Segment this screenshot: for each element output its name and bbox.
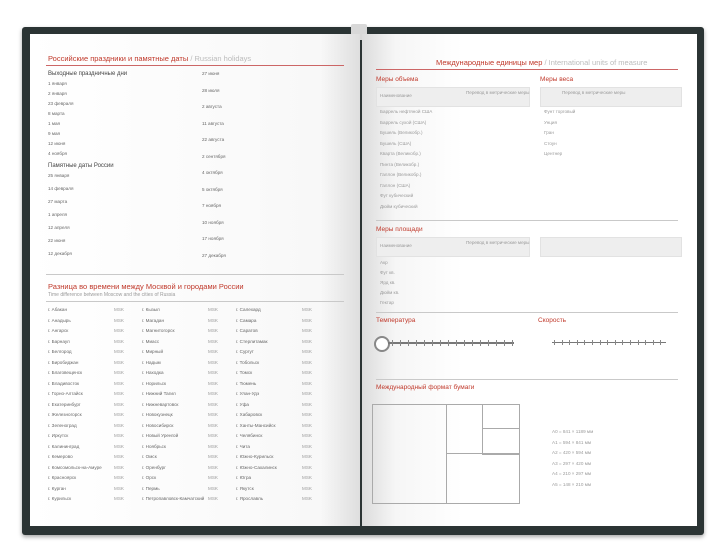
scale-tick (562, 340, 563, 345)
scale-tick (512, 340, 513, 346)
msk-label: MSK (114, 307, 124, 312)
msk-label: MSK (302, 391, 312, 396)
city-name: г. Магнитогорск (142, 328, 175, 333)
weight-unit: Гран (544, 130, 554, 135)
msk-label: MSK (302, 307, 312, 312)
msk-label: MSK (208, 380, 218, 386)
msk-label: MSK (302, 328, 312, 333)
scale-tick (416, 340, 417, 346)
divider (46, 301, 344, 302)
city-name: г. Пермь (142, 485, 160, 491)
city-name: г. Тобольск (236, 359, 260, 365)
area-unit: Акр (380, 260, 388, 265)
holiday-date: 10 ноября (202, 219, 224, 225)
city-name: г. Челябинск (236, 433, 263, 438)
msk-label: MSK (302, 412, 312, 417)
scale-tick (472, 340, 473, 346)
msk-label: MSK (302, 380, 312, 386)
scale-tick (504, 340, 505, 346)
msk-label: MSK (114, 496, 124, 501)
scale-tick (630, 340, 631, 345)
speed-heading: Скорость (538, 317, 567, 324)
city-name: г. Мирный (142, 349, 164, 354)
scale-tick (622, 340, 623, 345)
msk-label: MSK (208, 496, 218, 501)
msk-label: MSK (114, 317, 124, 323)
holiday-date: 8 марта (48, 111, 65, 116)
msk-label: MSK (302, 370, 312, 375)
area-unit: Фут кв. (380, 270, 395, 275)
city-name: г. Магадан (142, 317, 165, 323)
area-heading: Меры площади (376, 226, 423, 233)
paper-size: А3 = 297 × 420 мм (552, 460, 592, 466)
holiday-date: 1 января (48, 81, 67, 86)
city-name: г. Владивосток (48, 380, 80, 386)
volume-unit: Пинта (Великобр.) (380, 161, 420, 167)
weight-unit: Стоун (544, 140, 557, 146)
holiday-date: 12 июня (48, 141, 66, 146)
city-name: г. Горно-Алтайск (48, 391, 83, 396)
holiday-date: 28 июля (202, 87, 220, 93)
holiday-date: 4 ноября (48, 151, 68, 156)
msk-label: MSK (114, 464, 124, 470)
scale-tick (577, 340, 578, 345)
divider (46, 274, 344, 275)
city-name: г. Красноярск (48, 475, 77, 480)
scale-tick (660, 340, 661, 345)
paper-a2 (446, 453, 520, 504)
msk-label: MSK (302, 443, 312, 449)
thermometer-bulb-icon (374, 336, 390, 352)
paper-size: А1 = 594 × 841 мм (552, 439, 592, 445)
msk-label: MSK (208, 391, 218, 396)
msk-label: MSK (302, 475, 312, 480)
msk-label: MSK (302, 433, 312, 438)
holiday-date: 2 сентября (202, 153, 226, 159)
volume-unit: Дюйм кубический (380, 203, 418, 209)
city-name: г. Надым (142, 359, 161, 365)
city-name: г. Южно-Сахалинск (236, 464, 277, 470)
holiday-date: 27 декабря (202, 252, 226, 258)
msk-label: MSK (208, 422, 218, 428)
scale-tick (638, 340, 639, 345)
city-name: г. Нижневартовск (142, 401, 179, 407)
msk-label: MSK (302, 359, 312, 365)
paper-size: А2 = 420 × 594 мм (552, 450, 592, 455)
msk-label: MSK (208, 485, 218, 491)
city-name: г. Нижний Тагил (142, 391, 176, 396)
weight-unit: Унция (544, 119, 557, 125)
city-name: г. Чита (236, 443, 250, 449)
volume-unit: Бушель (Великобр.) (380, 130, 423, 135)
holiday-date: 11 августа (202, 120, 224, 126)
scale-tick (408, 340, 409, 346)
msk-label: MSK (114, 391, 124, 396)
equiv-col: Перевод в метрические меры (466, 90, 530, 95)
msk-label: MSK (114, 412, 124, 417)
right-page (362, 34, 697, 526)
scale-tick (496, 340, 497, 346)
memorable-date: 25 января (48, 173, 70, 178)
scale-tick (600, 340, 601, 345)
msk-label: MSK (114, 433, 124, 438)
msk-label: MSK (302, 485, 312, 491)
memorable-date: 27 марта (48, 199, 68, 204)
left-page (30, 34, 360, 526)
city-name: г. Иркутск (48, 433, 69, 438)
memorable-date: 12 декабря (48, 251, 72, 256)
scale-tick (584, 340, 585, 345)
city-name: г. Биробиджан (48, 359, 79, 365)
volume-heading: Меры объема (376, 76, 419, 83)
msk-label: MSK (208, 433, 218, 438)
paper-heading: Международный формат бумаги (376, 384, 475, 391)
volume-unit: Баррель нефтяной США (380, 109, 433, 114)
area-unit: Ярд кв. (380, 280, 396, 285)
scale-tick (569, 340, 570, 345)
units-title: Международные единицы мер / International units of measure (436, 58, 648, 67)
memorable-heading: Памятные даты России (48, 163, 114, 169)
msk-label: MSK (208, 370, 218, 375)
msk-label: MSK (302, 338, 312, 344)
scale-tick (448, 340, 449, 346)
scale-tick (440, 340, 441, 346)
divider (376, 220, 678, 221)
scale-tick (645, 340, 646, 345)
holiday-date: 17 ноября (202, 236, 224, 241)
city-name: г. Новосибирск (142, 422, 174, 428)
msk-label: MSK (302, 496, 312, 501)
scale-tick (615, 340, 616, 345)
msk-label: MSK (114, 485, 124, 491)
memorable-date: 14 февраля (48, 186, 74, 191)
msk-label: MSK (302, 317, 312, 323)
city-name: г. Белгород (48, 349, 72, 354)
volume-unit: Бушель (США) (380, 140, 412, 146)
holiday-date: 27 июня (202, 71, 220, 76)
memorable-date: 22 июня (48, 238, 66, 243)
volume-unit: Кварта (Великобр.) (380, 151, 421, 156)
city-name: г. Екатеринбург (48, 401, 81, 407)
holiday-date: 7 ноября (202, 203, 222, 208)
city-name: г. Кызыл (142, 307, 160, 312)
msk-label: MSK (114, 338, 124, 344)
city-name: г. Улан-Удэ (236, 391, 260, 396)
holiday-date: 22 августа (202, 137, 225, 142)
divider (376, 312, 678, 313)
scale-tick (653, 340, 654, 345)
city-name: г. Комсомольск-на-Амуре (48, 464, 102, 470)
volume-unit: Галлон (США) (380, 182, 411, 188)
city-name: г. Абакан (48, 307, 68, 312)
city-name: г. Новокузнецк (142, 412, 173, 417)
msk-label: MSK (114, 401, 124, 407)
city-name: г. Якутск (236, 485, 254, 491)
city-name: г. Ангарск (48, 328, 69, 333)
divider (46, 65, 344, 66)
divider (376, 69, 678, 70)
weight-heading: Меры веса (540, 76, 574, 83)
city-name: г. Орск (142, 475, 157, 480)
divider (376, 379, 678, 380)
msk-label: MSK (208, 464, 218, 470)
holiday-date: 2 августа (202, 104, 222, 109)
city-name: г. Тюмень (236, 380, 257, 386)
scale-tick (607, 340, 608, 345)
city-name: г. Томск (236, 370, 253, 375)
city-name: г. Петропавловск-Камчатский (142, 496, 205, 501)
msk-label: MSK (208, 349, 218, 354)
msk-label: MSK (302, 464, 312, 470)
msk-label: MSK (208, 454, 218, 459)
city-name: г. Курган (48, 485, 66, 491)
scale-tick (554, 340, 555, 345)
temperature-heading: Температура (376, 317, 416, 324)
holiday-date: 5 октября (202, 186, 223, 192)
city-name: г. Югра (236, 475, 252, 480)
city-name: г. Южно-Курильск (236, 454, 274, 459)
msk-label: MSK (208, 475, 218, 480)
scale-tick (592, 340, 593, 345)
city-name: г. Ярославль (236, 496, 264, 501)
city-name: г. Омск (142, 454, 157, 459)
scale-tick (400, 340, 401, 346)
city-name: г. Благовещенск (48, 370, 83, 375)
msk-label: MSK (208, 307, 218, 312)
msk-label: MSK (114, 443, 124, 449)
msk-label: MSK (302, 401, 312, 407)
scale-tick (424, 340, 425, 346)
msk-label: MSK (114, 454, 124, 459)
msk-label: MSK (208, 443, 218, 449)
timezones-title: Разница во времени между Москвой и городами России (48, 282, 244, 291)
city-name: г. Калининград (48, 443, 80, 449)
scale-tick (432, 340, 433, 346)
scale-tick (456, 340, 457, 346)
msk-label: MSK (114, 422, 124, 428)
days-off-heading: Выходные праздничные дни (48, 71, 128, 77)
volume-unit: Фут кубический (380, 193, 414, 198)
msk-label: MSK (208, 317, 218, 323)
city-name: г. Хабаровск (236, 412, 263, 417)
msk-label: MSK (302, 422, 312, 428)
city-name: г. Ноябрьск (142, 443, 166, 449)
weight-equiv-col: Перевод в метрические меры (562, 90, 626, 95)
city-name: г. Миасс (142, 338, 160, 344)
holiday-date: 4 октября (202, 170, 223, 175)
timezones-subtitle: Time difference between Moscow and the cities of Russia (48, 292, 176, 298)
holiday-date: 2 января (48, 91, 67, 96)
area-unit: Дюйм кв. (380, 290, 400, 295)
area-table-header-2 (540, 237, 682, 257)
msk-label: MSK (114, 349, 124, 354)
memorable-date: 1 апреля (48, 212, 67, 217)
city-name: г. Зеленоград (48, 422, 77, 428)
city-name: г. Железногорск (48, 412, 82, 417)
msk-label: MSK (302, 454, 312, 459)
scale-tick (488, 340, 489, 346)
paper-size: А5 = 148 × 210 мм (552, 481, 592, 487)
city-name: г. Оренбург (142, 464, 166, 470)
holiday-date: 1 мая (48, 121, 61, 126)
msk-label: MSK (208, 412, 218, 417)
memorable-date: 12 апреля (48, 225, 70, 230)
msk-label: MSK (114, 328, 124, 333)
volume-unit: Баррель сухой (США) (380, 119, 427, 125)
holiday-date: 9 мая (48, 131, 61, 136)
city-name: г. Сургут (236, 349, 254, 354)
city-name: г. Кемерово (48, 454, 73, 459)
holiday-date: 23 февраля (48, 101, 74, 106)
area-name-col: Наименование (380, 243, 412, 248)
msk-label: MSK (208, 328, 218, 333)
city-name: г. Уфа (236, 401, 249, 407)
msk-label: MSK (208, 338, 218, 344)
msk-label: MSK (114, 475, 124, 480)
city-name: г. Барнаул (48, 338, 70, 344)
city-name: г. Самара (236, 317, 257, 323)
paper-a4 (482, 428, 520, 455)
city-name: г. Новый Уренгой (142, 433, 179, 438)
weight-unit: Фунт торговый (544, 109, 576, 114)
holidays-title: Российские праздники и памятные даты / Russian holidays (48, 54, 252, 63)
city-name: г. Находка (142, 370, 164, 375)
msk-label: MSK (114, 359, 124, 365)
paper-size: А4 = 210 × 297 мм (552, 471, 592, 476)
paper-size: А0 = 841 × 1189 мм (552, 429, 594, 434)
city-name: г. Норильск (142, 380, 167, 386)
city-name: г. Саратов (236, 328, 258, 333)
city-name: г. Анадырь (48, 317, 71, 323)
msk-label: MSK (114, 370, 124, 375)
scale-tick (480, 340, 481, 346)
msk-label: MSK (208, 401, 218, 407)
scale-tick (464, 340, 465, 346)
scale-tick (392, 340, 393, 346)
city-name: г. Салехард (236, 307, 261, 312)
msk-label: MSK (302, 349, 312, 354)
name-col: Наименование (380, 93, 412, 98)
weight-unit: Центнер (544, 151, 563, 156)
area-equiv-col: Перевод в метрические меры (466, 240, 530, 245)
msk-label: MSK (208, 359, 218, 365)
volume-unit: Галлон (Великобр.) (380, 172, 422, 177)
city-name: г. Стерлитамак (236, 338, 268, 344)
msk-label: MSK (114, 380, 124, 386)
city-name: г. Ханты-Мансийск (236, 422, 276, 428)
city-name: г. Курильск (48, 496, 72, 501)
area-unit: Гектар (380, 300, 394, 305)
